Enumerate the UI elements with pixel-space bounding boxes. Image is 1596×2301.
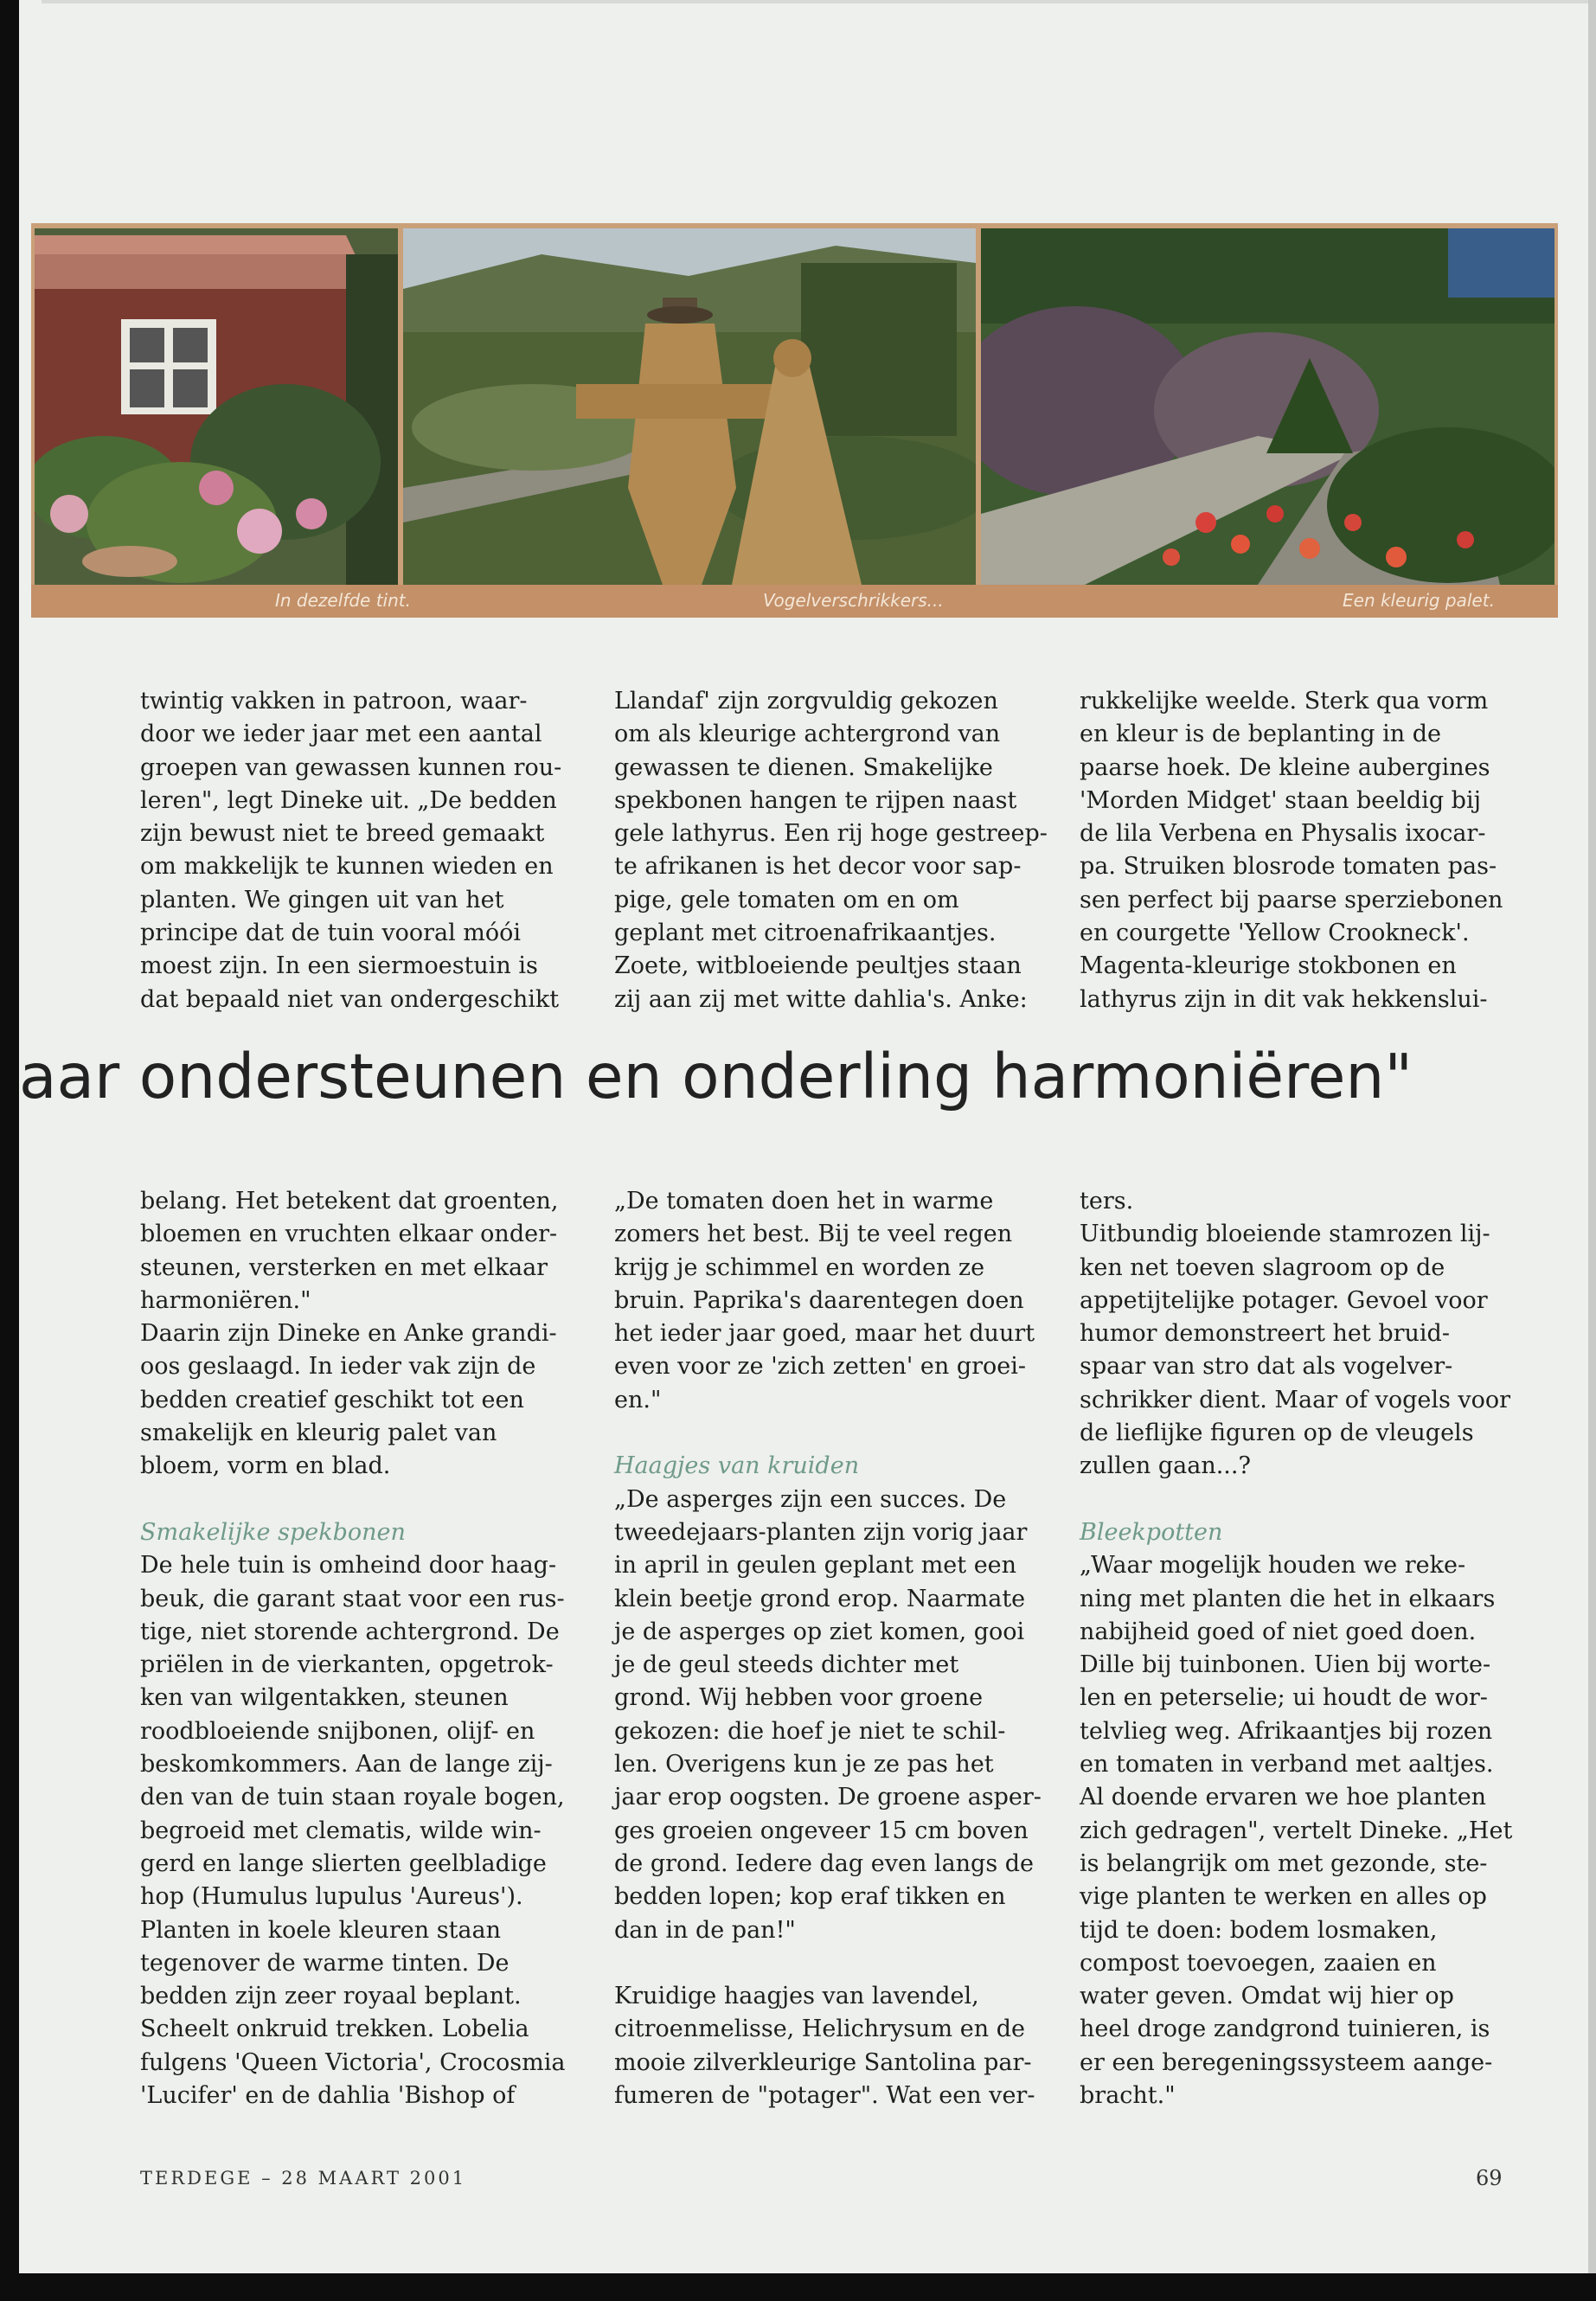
text-line: pige, gele tomaten om en om	[614, 886, 959, 913]
footer-publication: TERDEGE – 28 MAART 2001	[140, 2168, 467, 2189]
text-line: paarse hoek. De kleine aubergines	[1080, 753, 1490, 781]
text-line: Scheelt onkruid trekken. Lobelia	[140, 2016, 529, 2043]
caption-scarecrows: Vogelverschrikkers...	[763, 590, 944, 611]
text-line: mooie zilverkleurige Santolina par-	[614, 2048, 1032, 2076]
text-line: „De asperges zijn een succes. De	[614, 1485, 1007, 1513]
text-line: en tomaten in verband met aaltjes.	[1080, 1751, 1494, 1779]
text-line: heel droge zandgrond tuinieren, is	[1080, 2016, 1490, 2043]
lower-column-2	[614, 1185, 1042, 2112]
pull-quote: aar ondersteunen en onderling harmoniëren"	[19, 1041, 1413, 1112]
text-line: ges groeien ongeveer 15 cm boven	[614, 1817, 1029, 1844]
text-line: in april in geulen geplant met een	[614, 1552, 1017, 1580]
photo-strip	[31, 223, 1558, 618]
text-line: harmoniëren."	[140, 1286, 311, 1314]
caption-strip	[31, 585, 1558, 618]
text-line: even voor ze 'zich zetten' en groei-	[614, 1353, 1027, 1381]
text-line: Zoete, witbloeiende peultjes staan	[614, 952, 1022, 980]
text-line: belang. Het betekent dat groenten,	[140, 1188, 559, 1215]
photo-scarecrows	[403, 228, 976, 585]
text-line: gekozen: die hoef je niet te schil-	[614, 1717, 1006, 1745]
text-line: priëlen in de vierkanten, opgetrok-	[140, 1651, 554, 1679]
text-line: om als kleurige achtergrond van	[614, 721, 1001, 748]
text-line: principe dat de tuin vooral móói	[140, 920, 522, 947]
upper-column-1	[140, 685, 561, 1016]
text-line: Planten in koele kleuren staan	[140, 1916, 501, 1944]
text-line: de grond. Iedere dag even langs de	[614, 1849, 1035, 1877]
text-line: zomers het best. Bij te veel regen	[614, 1221, 1013, 1248]
text-line: tijd te doen: bodem losmaken,	[1080, 1916, 1438, 1944]
text-line: om makkelijk te kunnen wieden en	[140, 853, 554, 881]
text-line: „Waar mogelijk houden we reke-	[1080, 1552, 1466, 1580]
text-line: „De tomaten doen het in warme	[614, 1188, 994, 1215]
text-line: steunen, versterken en met elkaar	[140, 1253, 548, 1281]
scan-edge-left	[0, 0, 19, 2273]
text-line: ken net toeven slagroom op de	[1080, 1253, 1445, 1281]
text-line: tegenover de warme tinten. De	[140, 1949, 510, 1977]
text-line: Kruidige haagjes van lavendel,	[614, 1983, 979, 2010]
text-line: grond. Wij hebben voor groene	[614, 1684, 984, 1712]
text-line: hop (Humulus lupulus 'Aureus').	[140, 1883, 523, 1911]
text-line: Daarin zijn Dineke en Anke grandi-	[140, 1320, 557, 1348]
text-line: zijn bewust niet te breed gemaakt	[140, 820, 545, 848]
text-line: telvlieg weg. Afrikaantjes bij rozen	[1080, 1717, 1493, 1745]
text-line: bruin. Paprika's daarentegen doen	[614, 1286, 1024, 1314]
text-line: Magenta-kleurige stokbonen en	[1080, 952, 1457, 980]
text-line: len. Overigens kun je ze pas het	[614, 1751, 994, 1779]
text-line: bedden zijn zeer royaal beplant.	[140, 1983, 522, 2010]
paragraph-gap	[1080, 1484, 1512, 1516]
text-line: beskomkommers. Aan de lange zij-	[140, 1751, 553, 1779]
text-line: dan in de pan!"	[614, 1916, 796, 1944]
text-line: ters.	[1080, 1188, 1134, 1215]
text-line: de lila Verbena en Physalis ixocar-	[1080, 820, 1486, 848]
paragraph-gap	[614, 1417, 1042, 1450]
text-line: water geven. Omdat wij hier op	[1080, 1983, 1454, 2010]
text-line: rukkelijke weelde. Sterk qua vorm	[1080, 688, 1489, 715]
text-line: bloemen en vruchten elkaar onder-	[140, 1221, 558, 1248]
section-heading: Haagjes van kruiden	[614, 1452, 860, 1480]
upper-column-2	[614, 685, 1048, 1016]
text-line: Uitbundig bloeiende stamrozen lij-	[1080, 1221, 1490, 1248]
lower-column-1	[140, 1185, 565, 2112]
text-line: gewassen te dienen. Smakelijke	[614, 753, 993, 781]
text-line: compost toevoegen, zaaien en	[1080, 1949, 1437, 1977]
text-line: en kleur is de beplanting in de	[1080, 721, 1441, 748]
text-line: citroenmelisse, Helichrysum en de	[614, 2016, 1025, 2043]
text-line: bloem, vorm en blad.	[140, 1452, 391, 1480]
text-line: jaar erop oogsten. De groene asper-	[614, 1784, 1042, 1811]
text-line: smakelijk en kleurig palet van	[140, 1420, 497, 1447]
paragraph-gap	[614, 1947, 1042, 1980]
text-line: lathyrus zijn in dit vak hekkenslui-	[1080, 985, 1488, 1013]
text-line: je de asperges op ziet komen, gooi	[614, 1618, 1025, 1645]
text-line: door we ieder jaar met een aantal	[140, 721, 542, 748]
text-line: te afrikanen is het decor voor sap-	[614, 853, 1022, 881]
text-line: appetijtelijke potager. Gevoel voor	[1080, 1286, 1488, 1314]
text-line: bedden creatief geschikt tot een	[140, 1386, 524, 1413]
text-line: den van de tuin staan royale bogen,	[140, 1784, 565, 1811]
top-edge-line	[42, 0, 1596, 3]
paragraph-gap	[140, 1484, 565, 1516]
upper-column-3	[1080, 685, 1503, 1016]
caption-cottage: In dezelfde tint.	[275, 590, 411, 611]
text-line: groepen van gewassen kunnen rou-	[140, 753, 562, 781]
text-line: zich gedragen", vertelt Dineke. „Het	[1080, 1817, 1513, 1844]
text-line: dat bepaald niet van ondergeschikt	[140, 985, 560, 1013]
text-line: bedden lopen; kop eraf tikken en	[614, 1883, 1006, 1911]
text-line: twintig vakken in patroon, waar-	[140, 688, 528, 715]
photo-flowerbeds	[981, 228, 1554, 585]
text-line: tweedejaars-planten zijn vorig jaar	[614, 1518, 1028, 1546]
text-line: vige planten te werken en alles op	[1080, 1883, 1487, 1911]
text-line: pa. Struiken blosrode tomaten pas-	[1080, 853, 1497, 881]
text-line: Dille bij tuinbonen. Uien bij worte-	[1080, 1651, 1491, 1679]
text-line: bracht."	[1080, 2082, 1176, 2110]
text-line: oos geslaagd. In ieder vak zijn de	[140, 1353, 536, 1381]
text-line: spekbonen hangen te rijpen naast	[614, 786, 1017, 814]
text-line: moest zijn. In een siermoestuin is	[140, 952, 538, 980]
text-line: nabijheid goed of niet goed doen.	[1080, 1618, 1477, 1645]
text-line: en."	[614, 1386, 662, 1413]
text-line: en courgette 'Yellow Crookneck'.	[1080, 920, 1470, 947]
text-line: fulgens 'Queen Victoria', Crocosmia	[140, 2048, 566, 2076]
text-line: geplant met citroenafrikaantjes.	[614, 920, 997, 947]
text-line: Al doende ervaren we hoe planten	[1080, 1784, 1487, 1811]
photo-cottage	[35, 228, 398, 585]
text-line: beuk, die garant staat voor een rus-	[140, 1585, 565, 1612]
text-line: leren", legt Dineke uit. „De bedden	[140, 786, 557, 814]
text-line: 'Morden Midget' staan beeldig bij	[1080, 786, 1481, 814]
section-heading: Smakelijke spekbonen	[140, 1518, 406, 1546]
text-line: schrikker dient. Maar of vogels voor	[1080, 1386, 1511, 1413]
text-line: ken van wilgentakken, steunen	[140, 1684, 509, 1712]
text-line: Llandaf' zijn zorgvuldig gekozen	[614, 688, 998, 715]
text-line: sen perfect bij paarse sperziebonen	[1080, 886, 1503, 913]
section-heading: Bleekpotten	[1080, 1518, 1223, 1546]
lower-column-3	[1080, 1185, 1512, 2112]
text-line: zij aan zij met witte dahlia's. Anke:	[614, 985, 1028, 1013]
footer-page-number: 69	[1476, 2166, 1503, 2190]
text-line: spaar van stro dat als vogelver-	[1080, 1353, 1453, 1381]
text-line: zullen gaan...?	[1080, 1452, 1251, 1480]
text-line: klein beetje grond erop. Naarmate	[614, 1585, 1026, 1612]
text-line: De hele tuin is omheind door haag-	[140, 1552, 557, 1580]
text-line: humor demonstreert het bruid-	[1080, 1320, 1450, 1348]
text-line: je de geul steeds dichter met	[614, 1651, 959, 1679]
text-line: len en peterselie; ui houdt de wor-	[1080, 1684, 1488, 1712]
text-line: planten. We gingen uit van het	[140, 886, 504, 913]
text-line: is belangrijk om met gezonde, ste-	[1080, 1849, 1488, 1877]
text-line: de lieflijke figuren op de vleugels	[1080, 1420, 1474, 1447]
text-line: het ieder jaar goed, maar het duurt	[614, 1320, 1035, 1348]
text-line: tige, niet storende achtergrond. De	[140, 1618, 560, 1645]
text-line: roodbloeiende snijbonen, olijf- en	[140, 1717, 535, 1745]
text-line: ning met planten die het in elkaars	[1080, 1585, 1496, 1612]
caption-flowerbeds: Een kleurig palet.	[1343, 590, 1495, 611]
scan-edge-right	[1588, 0, 1596, 2273]
text-line: gerd en lange slierten geelbladige	[140, 1849, 547, 1877]
text-line: gele lathyrus. Een rij hoge gestreep-	[614, 820, 1048, 848]
text-line: er een beregeningssysteem aange-	[1080, 2048, 1493, 2076]
text-line: fumeren de "potager". Wat een ver-	[614, 2082, 1035, 2110]
text-line: begroeid met clematis, wilde win-	[140, 1817, 542, 1844]
text-line: 'Lucifer' en de dahlia 'Bishop of	[140, 2082, 516, 2110]
text-line: krijg je schimmel en worden ze	[614, 1253, 985, 1281]
scan-edge-bottom	[0, 2273, 1596, 2301]
